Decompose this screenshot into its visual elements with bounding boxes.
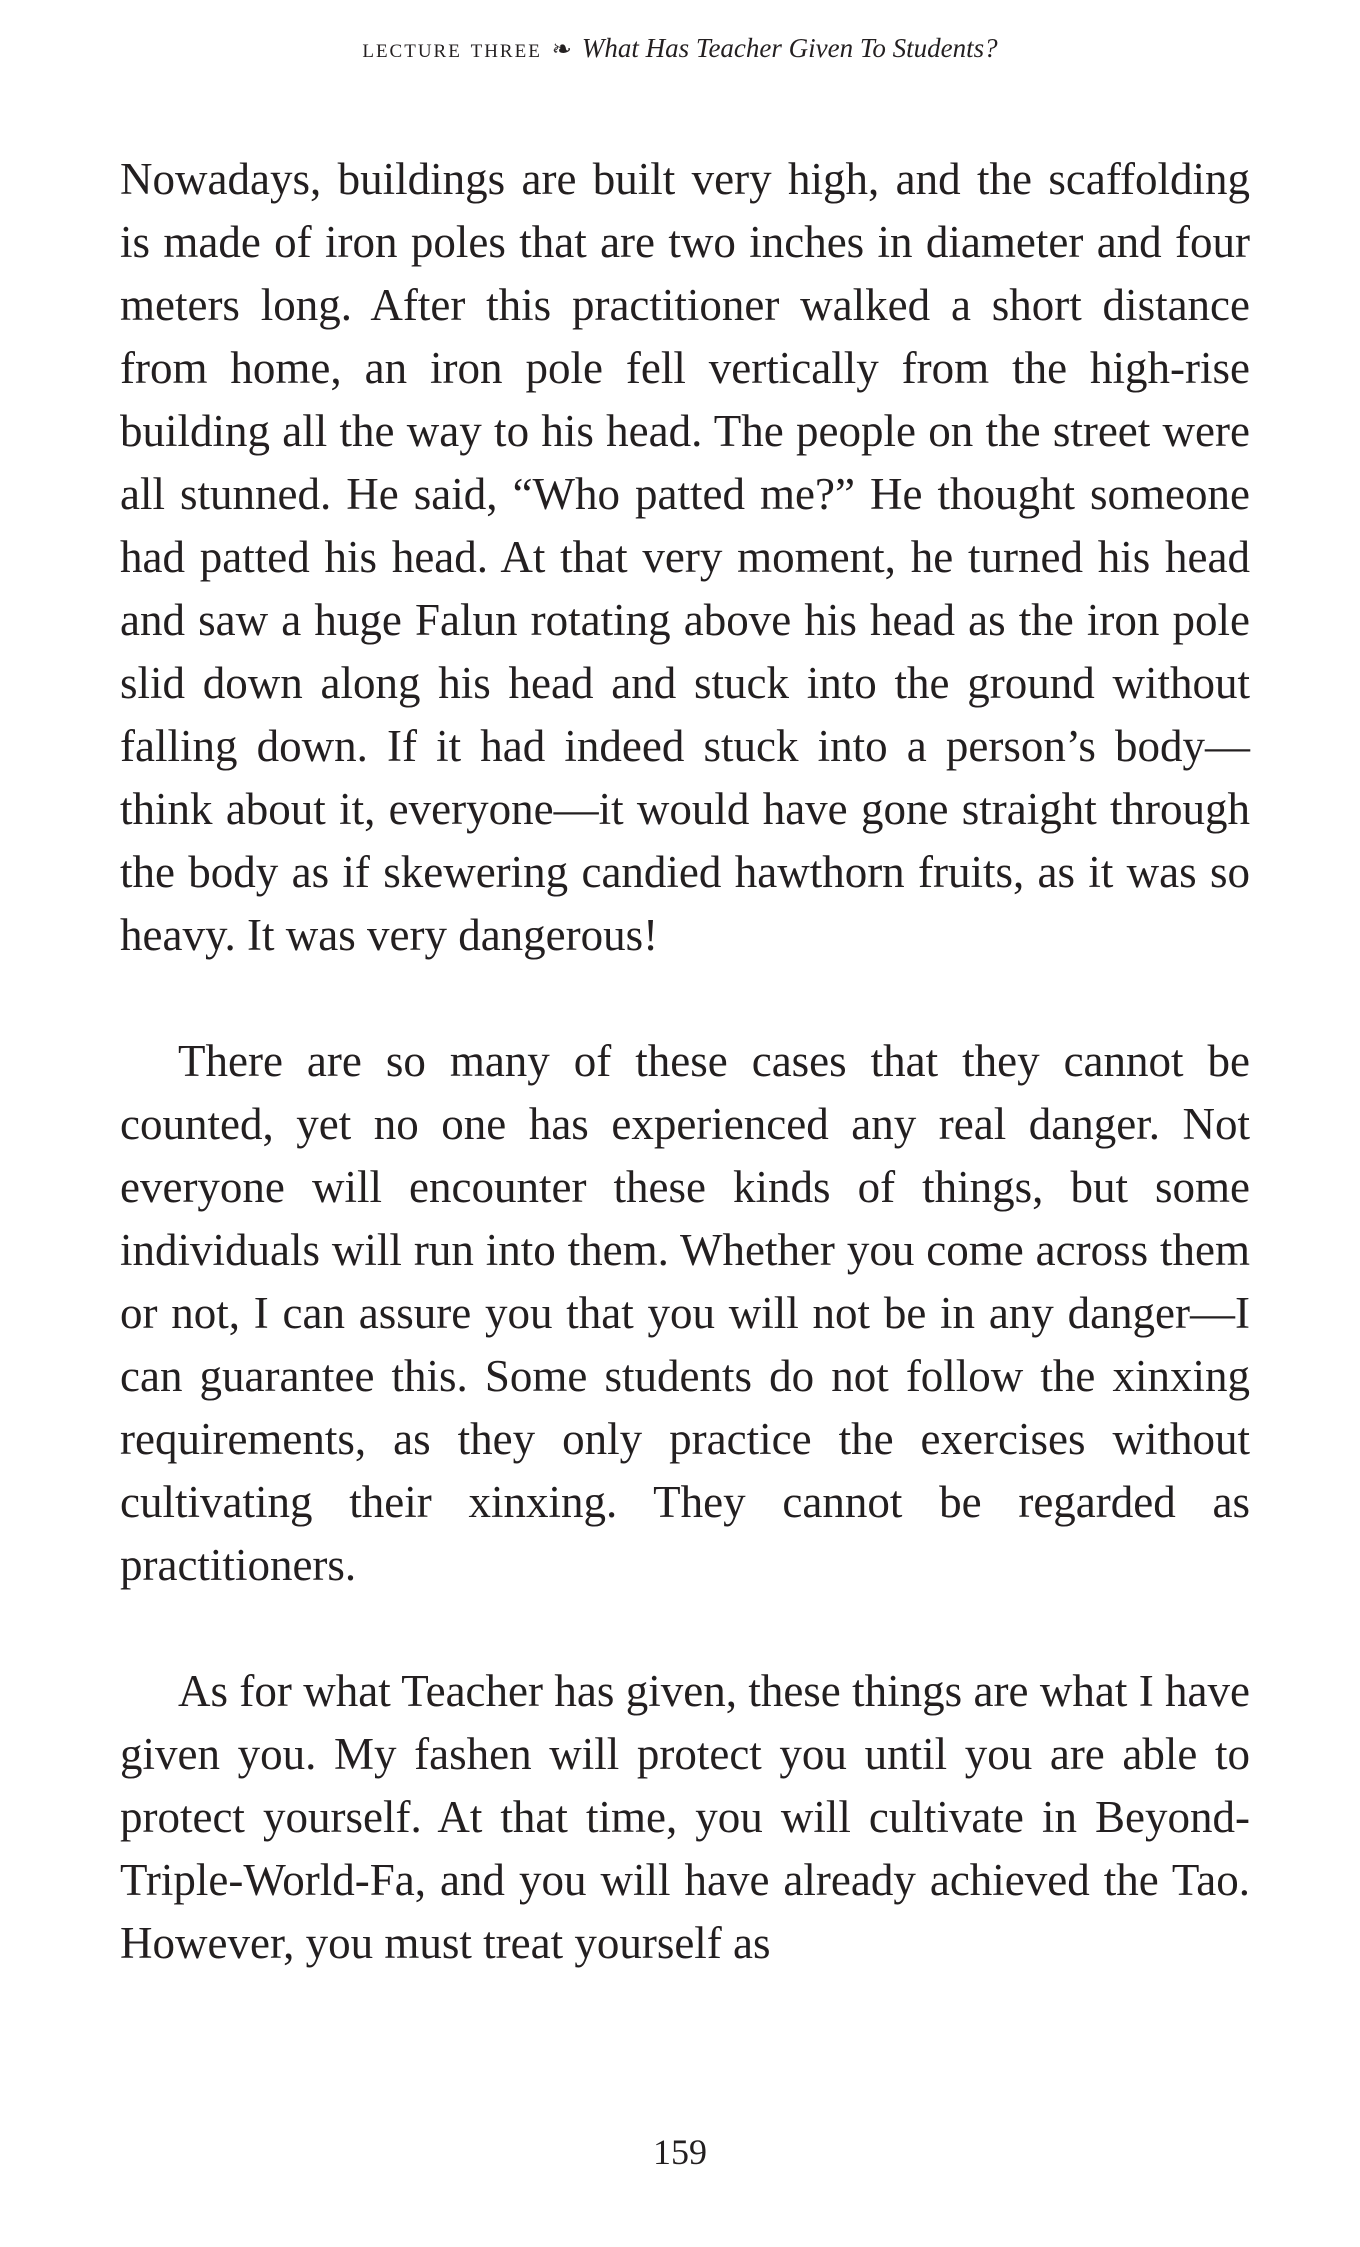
- leaf-ornament-icon: ❧: [551, 37, 572, 63]
- body-text: [120, 148, 1250, 1975]
- paragraph-3: As for what Teacher has given, these things are what I have given you. My fashen will protect you until you are able to protect yourself. At that time, you will cultivate in Beyond-Triple-World-Fa, and you will have already achieved the Tao. However, you must treat yourself as: [120, 1666, 1250, 1968]
- paragraph-2: There are so many of these cases that they cannot be counted, yet no one has experienced any real danger. Not everyone will encounter these kinds of things, but some individuals will run into them. Whether you come across them or not, I can assure you that you will not be in any danger—I can guarantee this. Some students do not follow the xinxing requirements, as they only practice the exercises without cultivating their xinxing. They cannot be regarded as practitioners.: [120, 1036, 1250, 1590]
- chapter-label: lecture three: [362, 33, 542, 63]
- paragraph-1: Nowadays, buildings are built very high, and the scaffolding is made of iron poles that are two inches in diameter and four meters long. After this practitioner walked a short distance from home, an iron pole fell vertically from the high-rise building all the way to his head. The people on the street were all stunned. He said, “Who patted me?” He thought someone had patted his head. At that very moment, he turned his head and saw a huge Falun rotating above his head as the iron pole slid down along his head and stuck into the ground without falling down. If it had indeed stuck into a person’s body—think about it, everyone—it would have gone straight through the body as if skewering candied hawthorn fruits, as it was so heavy. It was very dangerous!: [120, 154, 1250, 960]
- chapter-title: What Has Teacher Given To Students?: [581, 33, 998, 63]
- page-number: 159: [653, 2132, 707, 2172]
- running-head: [0, 28, 1360, 70]
